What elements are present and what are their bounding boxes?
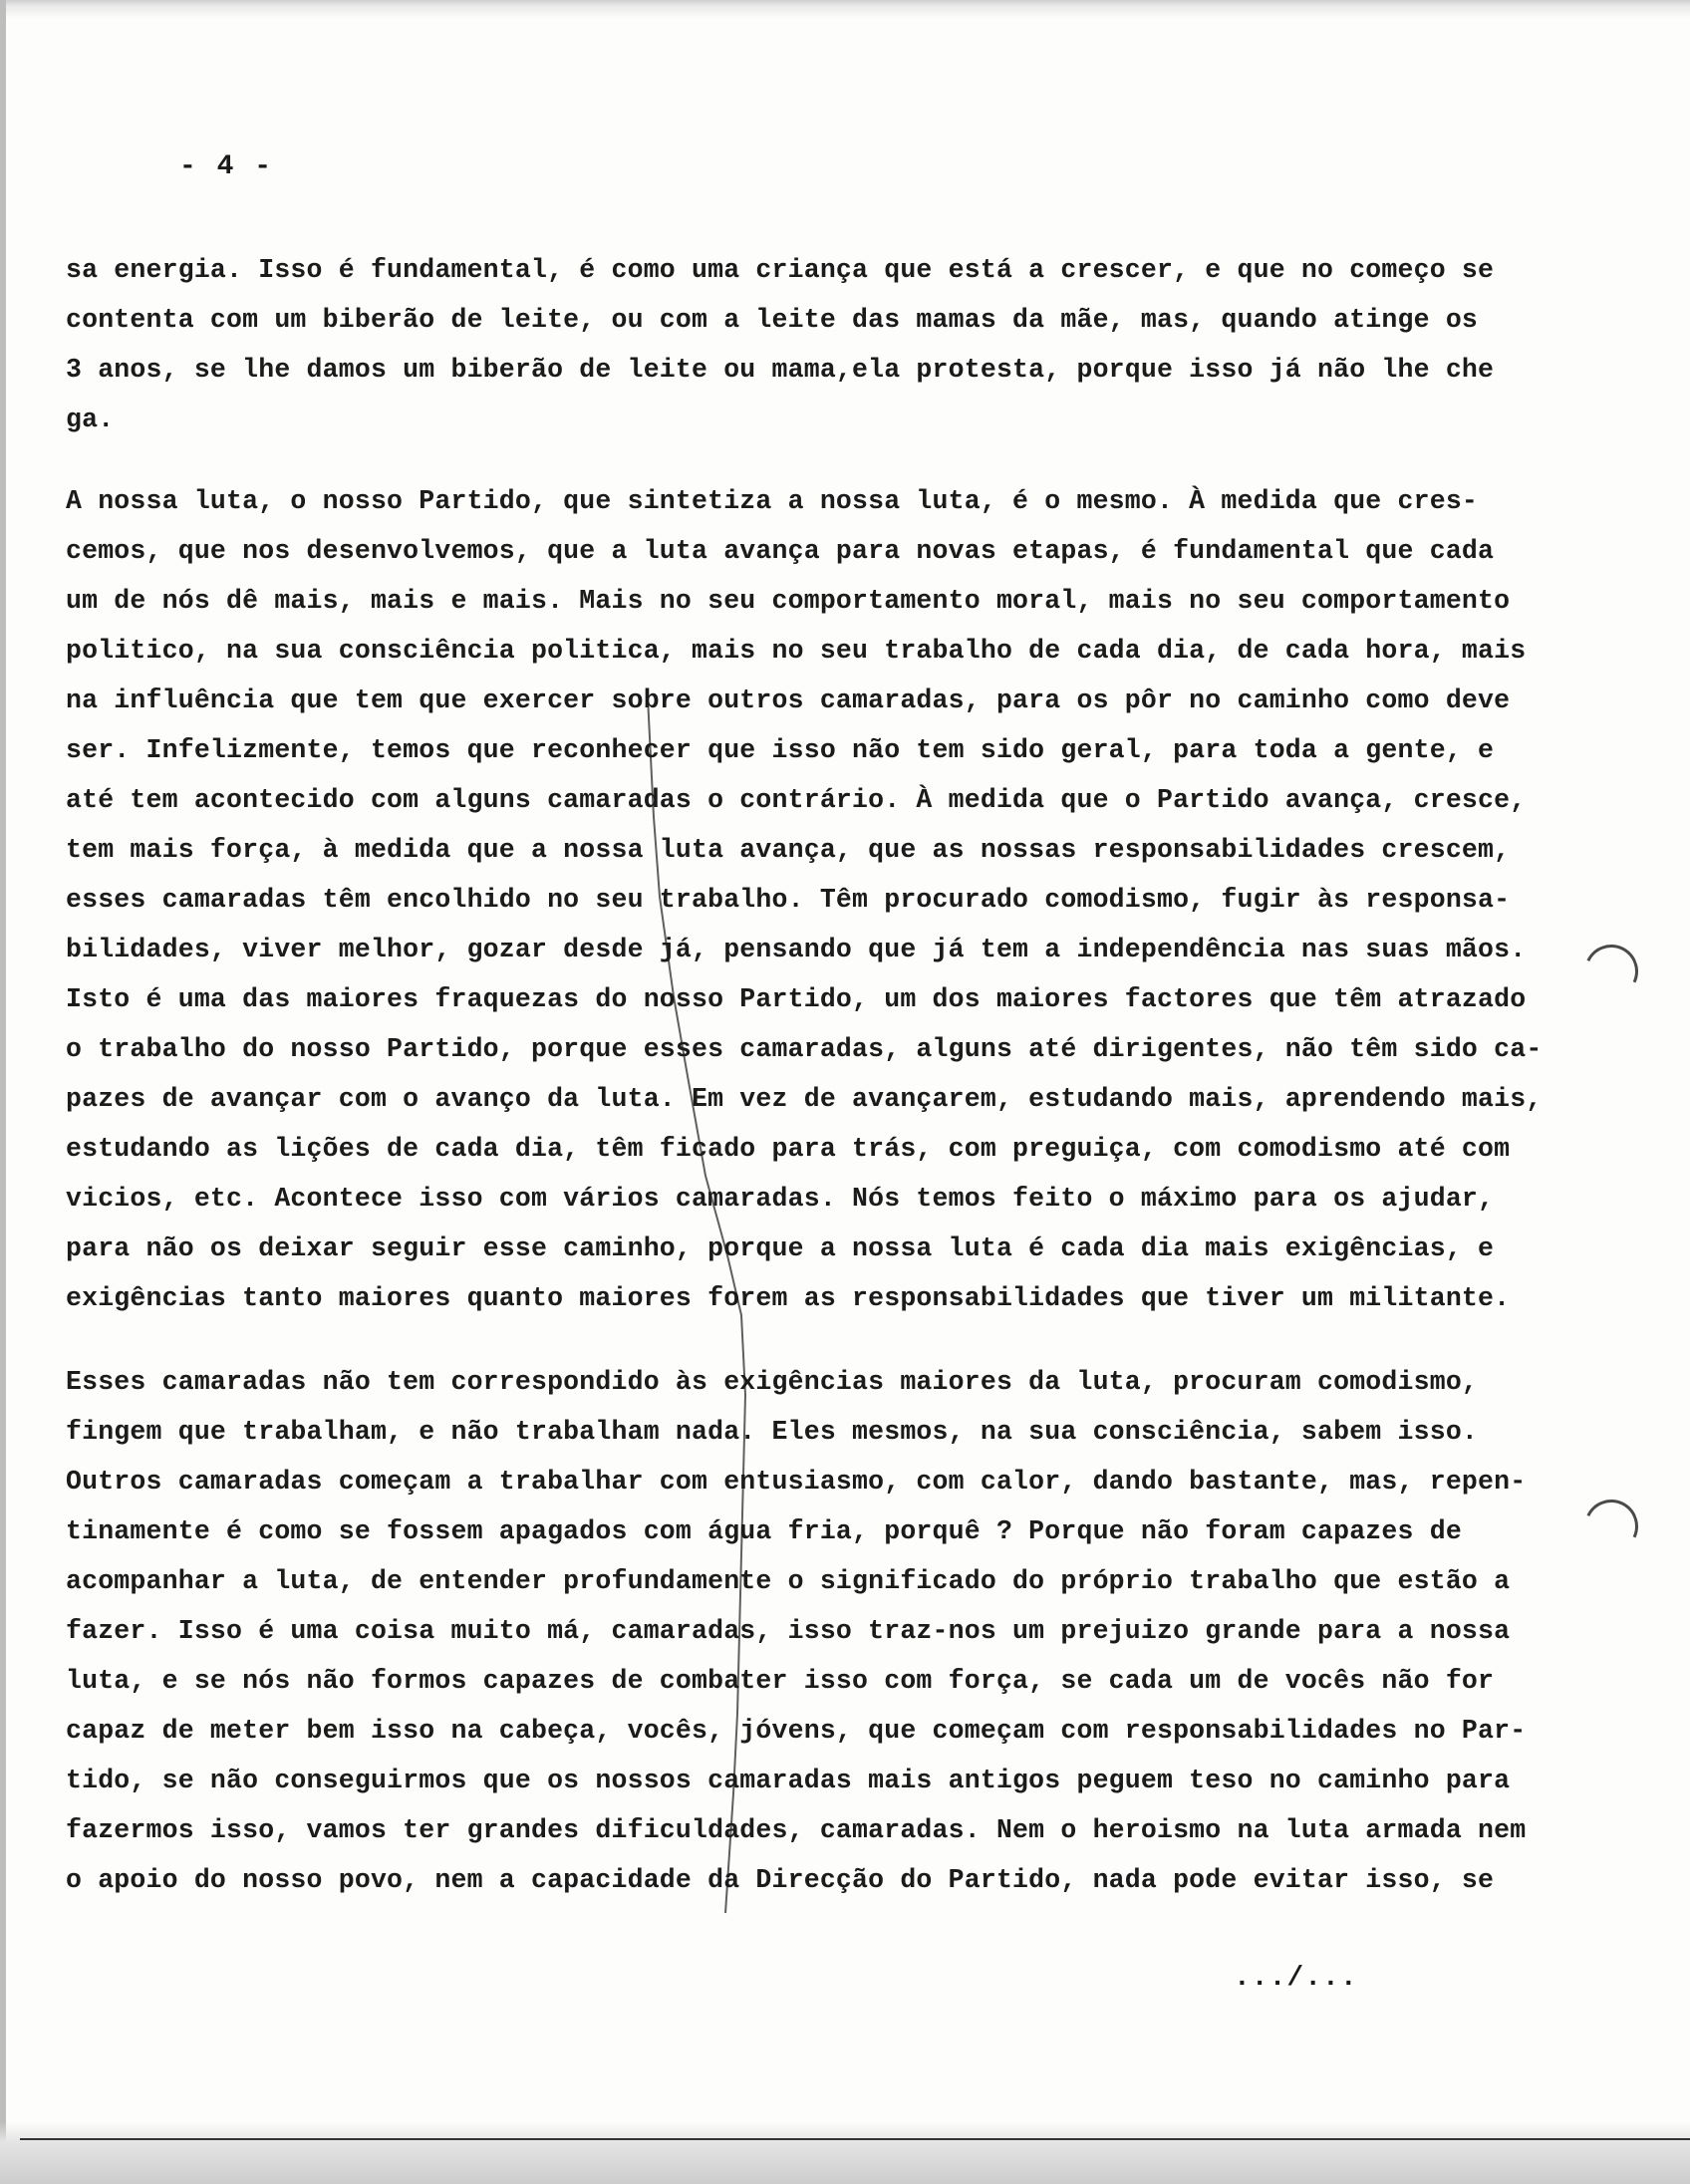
page-number: - 4 - (179, 151, 274, 182)
text-line: ser. Infelizmente, temos que reconhecer que isso não tem sido geral, para toda a gente, e (66, 735, 1495, 765)
text-line: tinamente é como se fossem apagados com água fria, porquê ? Porque não foram capazes de (66, 1516, 1462, 1546)
text-line: ga. (66, 405, 115, 434)
text-line: para não os deixar seguir esse caminho, porque a nossa luta é cada dia mais exigências, e (66, 1233, 1495, 1263)
text-line: 3 anos, se lhe damos um biberão de leite ou mama,ela protesta, porque isso já não lhe che (66, 355, 1495, 385)
text-line: bilidades, viver melhor, gozar desde já, pensando que já tem a independência nas suas mãos. (66, 935, 1527, 964)
text-line: acompanhar a luta, de entender profundamente o significado do próprio trabalho que estão a (66, 1566, 1511, 1596)
scan-bottom-edge (0, 2122, 1690, 2184)
text-line: politico, na sua consciência politica, mais no seu trabalho de cada dia, de cada hora, mais (66, 636, 1527, 666)
punch-hole-mark (1576, 937, 1645, 1005)
text-line: fingem que trabalham, e não trabalham nada. Eles mesmos, na sua consciência, sabem isso. (66, 1417, 1479, 1447)
paragraph-1 (66, 245, 1501, 444)
paragraph-3 (66, 1357, 1527, 1905)
text-line: tem mais força, à medida que a nossa luta avança, que as nossas responsabilidades crescem, (66, 835, 1511, 865)
text-line: fazer. Isso é uma coisa muito má, camaradas, isso traz-nos um prejuizo grande para a nossa (66, 1616, 1511, 1646)
text-line: exigências tanto maiores quanto maiores forem as responsabilidades que tiver um militante. (66, 1283, 1511, 1313)
text-line: luta, e se nós não formos capazes de combater isso com força, se cada um de vocês não for (66, 1666, 1495, 1696)
scan-left-edge (0, 0, 6, 2184)
text-line: vicios, etc. Acontece isso com vários camaradas. Nós temos feito o máximo para os ajudar, (66, 1184, 1495, 1214)
text-line: o apoio do nosso povo, nem a capacidade da Direcção do Partido, nada pode evitar isso, se (66, 1865, 1495, 1895)
continuation-mark: .../... (1234, 1963, 1358, 1994)
text-line: Outros camaradas começam a trabalhar com entusiasmo, com calor, dando bastante, mas, repen- (66, 1467, 1527, 1497)
text-line: sa energia. Isso é fundamental, é como uma criança que está a crescer, e que no começo se (66, 255, 1495, 285)
text-line: até tem acontecido com alguns camaradas o contrário. À medida que o Partido avança, cresce, (66, 785, 1527, 815)
text-line: Isto é uma das maiores fraquezas do nosso Partido, um dos maiores factores que têm atrazado (66, 984, 1527, 1014)
punch-hole-mark (1576, 1492, 1645, 1560)
text-line: A nossa luta, o nosso Partido, que sintetiza a nossa luta, é o mesmo. À medida que cres- (66, 486, 1479, 516)
text-line: cemos, que nos desenvolvemos, que a luta avança para novas etapas, é fundamental que cada (66, 536, 1495, 566)
paragraph-2 (66, 476, 1543, 1323)
scan-top-edge (0, 0, 1690, 18)
text-line: capaz de meter bem isso na cabeça, vocês, jóvens, que começam com responsabilidades no Par- (66, 1716, 1527, 1746)
text-line: pazes de avançar com o avanço da luta. Em vez de avançarem, estudando mais, aprendendo mais, (66, 1084, 1543, 1114)
text-line: estudando as lições de cada dia, têm ficado para trás, com preguiça, com comodismo até com (66, 1134, 1511, 1164)
text-line: um de nós dê mais, mais e mais. Mais no seu comportamento moral, mais no seu comportamento (66, 586, 1511, 616)
text-line: contenta com um biberão de leite, ou com a leite das mamas da mãe, mas, quando atinge os (66, 305, 1479, 335)
text-line: o trabalho do nosso Partido, porque esses camaradas, alguns até dirigentes, não têm sido ca- (66, 1034, 1543, 1064)
text-line: tido, se não conseguirmos que os nossos camaradas mais antigos peguem teso no caminho para (66, 1766, 1511, 1795)
text-line: esses camaradas têm encolhido no seu trabalho. Têm procurado comodismo, fugir às responsa- (66, 885, 1511, 915)
text-line: fazermos isso, vamos ter grandes dificuldades, camaradas. Nem o heroismo na luta armada nem (66, 1815, 1527, 1845)
text-line: Esses camaradas não tem correspondido às exigências maiores da luta, procuram comodismo, (66, 1367, 1479, 1397)
text-line: na influência que tem que exercer sobre outros camaradas, para os pôr no caminho como deve (66, 685, 1511, 715)
